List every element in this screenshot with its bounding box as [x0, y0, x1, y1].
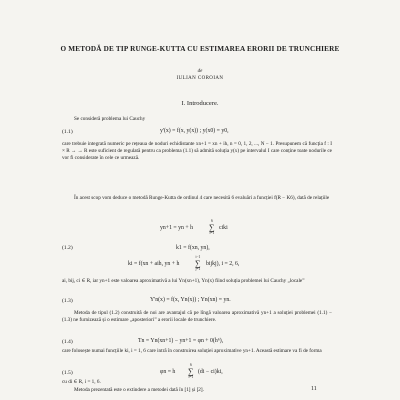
equation-label-1-1: (1.1): [62, 129, 73, 135]
sum-upper-limit: 6: [210, 219, 213, 223]
equation-1-5-left: φn = h: [160, 369, 176, 375]
sum-lower-limit: j=1: [195, 266, 201, 271]
equation-label-1-4: (1.4): [62, 339, 73, 345]
sum-lower-limit: i=1: [209, 230, 215, 235]
section-heading: I. Introducere.: [181, 100, 219, 107]
paper-title: O METODĂ DE TIP RUNGE-KUTTA CU ESTIMAREA ERORII DE TRUNCHIERE: [60, 45, 340, 53]
sum-symbol-1: 6 ∑ i=1: [209, 219, 215, 235]
paragraph-7: cu di ∈ R, i = 1, 6.: [62, 379, 101, 385]
sum-lower-limit: i=1: [188, 374, 194, 379]
paragraph-4: ai, bij, ci ∈ R, iar yn+1 este valoarea aproximativă a lui Yn(xn+1), Yn(x) fiind soluția problemei lui Cauchy „locale”: [62, 278, 305, 284]
equation-label-1-3: (1.3): [62, 298, 73, 304]
sum-symbol-2: i−1 ∑ j=1: [195, 255, 201, 271]
paragraph-6: care folosește numai funcțiile ki, i = 1, 6 care intră în construirea soluției aproximative yn+1. Această estimare va fi de forma: [62, 348, 322, 354]
paragraph-5: Metoda de tipul (1.2) construită de noi are avantajul că pe lîngă valoarea aproximativă yn+1 a soluției problemei (1.1) − (1.3) ne furnizează și o estimare „aposteriori” a erorii locale de trunchiere.: [62, 310, 332, 323]
paragraph-2: care trebuie integrată numeric pe rețeaua de noduri echidistante xn+1 = xn + ih, n = 0, 1, 2, ..., N − 1. Presupunem că funcția f : I × R → → R este suficient de regulată pentru ca problema (1.1) să admită soluția y(x) pe intervalul I care conține toate nodurile ce vor fi considerate în cele ce urmează.: [62, 141, 332, 161]
equation-1-3: Y'n(x) = f(x, Yn(x)) ; Yn(xn) = yn.: [150, 297, 231, 303]
paragraph-8: Metoda prezentată este o extindere a metodei dată în [1] și [2].: [74, 387, 204, 393]
author-name: IULIAN COROIAN: [176, 76, 224, 81]
sum-symbol-3: 6 ∑ i=1: [188, 363, 194, 379]
equation-label-1-2: (1.2): [62, 245, 73, 251]
equation-1-2c-left: ki = f(xn + aih, yn + h: [128, 261, 180, 267]
equation-1-2c-right: bijkj), i = 2, 6,: [206, 261, 240, 267]
equation-1-2a-left: yn+1 = yn + h: [160, 225, 193, 231]
sum-upper-limit: 6: [189, 363, 192, 367]
equation-1-1: y'(x) = f(x, y(x)) ; y(x0) = y0,: [160, 128, 229, 134]
equation-1-2b: k1 = f(xn, yn),: [176, 245, 210, 251]
author-prefix: de: [197, 69, 203, 74]
equation-label-1-5: (1.5): [62, 370, 73, 376]
paragraph-3: În acest scop vom deduce o metodă Runge-Kutta de ordinul 4 care necesită 6 evaluări a funcției f(R − K6), dată de relațiile: [74, 195, 330, 201]
page-number: 11: [311, 386, 317, 392]
equation-1-2a-right: ciki: [219, 225, 228, 231]
equation-1-4: Tn = Yn(xn+1) − yn+1 = φn + 0(h⁶),: [138, 338, 224, 344]
equation-1-5-right: (di − ci)ki,: [198, 369, 223, 375]
sum-upper-limit: i−1: [195, 255, 201, 259]
paragraph-1: Se consideră problema lui Cauchy: [74, 116, 146, 122]
